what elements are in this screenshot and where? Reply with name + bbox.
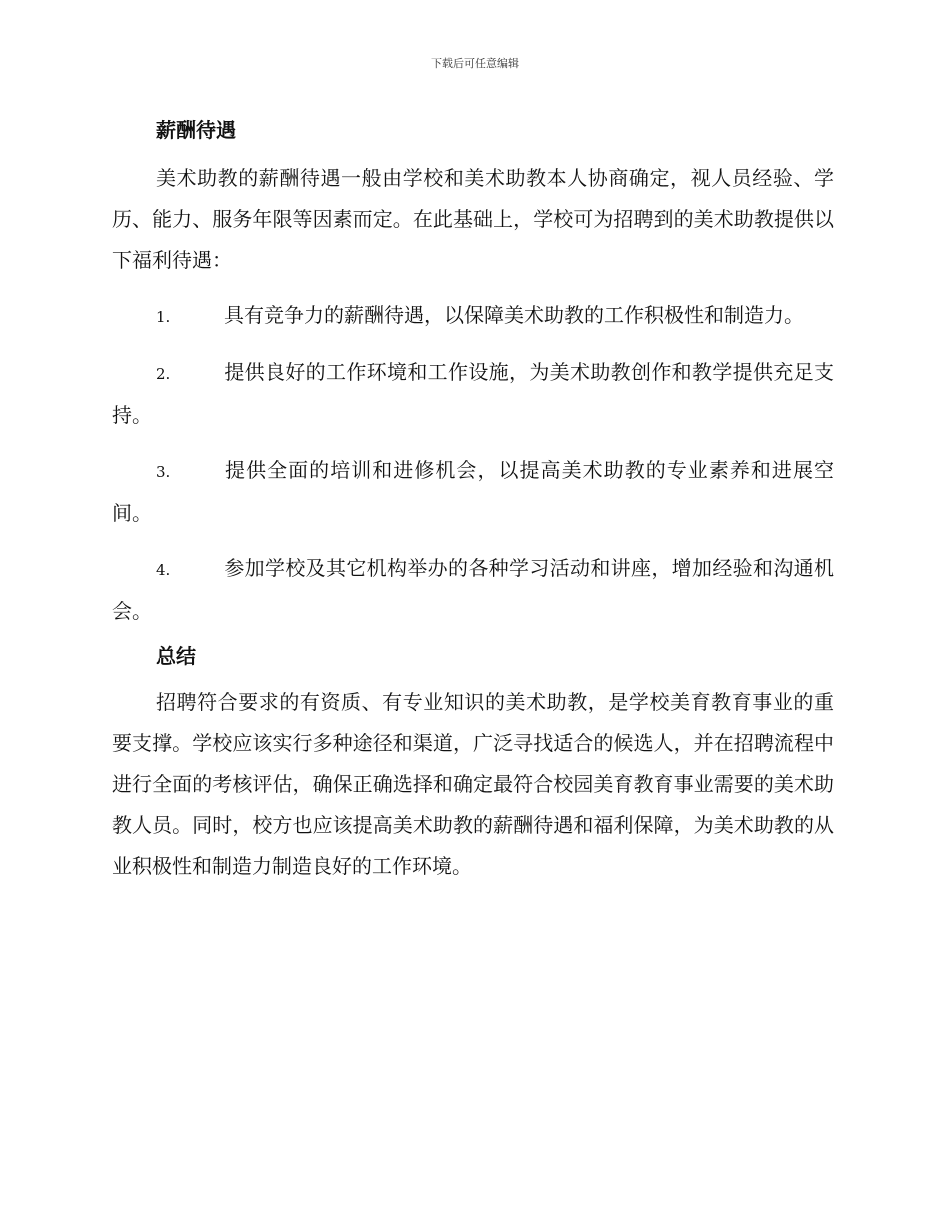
section-heading-compensation: 薪酬待遇: [156, 118, 236, 142]
list-item-text: 提供全面的培训和进修机会，以提高美术助教的专业素养和进展空间。: [112, 458, 834, 525]
benefit-list-item: [112, 352, 834, 436]
list-item-number: 1.: [156, 308, 171, 326]
summary-paragraph: 招聘符合要求的有资质、有专业知识的美术助教，是学校美育教育事业的重要支撑。学校应该实行多种途径和渠道，广泛寻找适合的候选人，并在招聘流程中进行全面的考核评估，确保正确选择和确定最符合校园美育教育事业需要的美术助教人员。同时，校方也应该提高美术助教的薪酬待遇和福利保障，为美术助教的从业积极性和制造力制造良好的工作环境。: [112, 690, 834, 878]
document-body: [112, 108, 834, 887]
benefit-list-item: [112, 548, 834, 632]
list-item-text: 提供良好的工作环境和工作设施，为美术助教创作和教学提供充足支持。: [112, 360, 834, 427]
list-item-number: 4.: [156, 561, 171, 579]
benefit-list-item: [112, 295, 834, 338]
benefit-list-item: [112, 450, 834, 534]
list-item-number: 2.: [156, 365, 171, 383]
compensation-intro-paragraph: 美术助教的薪酬待遇一般由学校和美术助教本人协商确定，视人员经验、学历、能力、服务年限等因素而定。在此基础上，学校可为招聘到的美术助教提供以下福利待遇：: [112, 166, 834, 272]
list-item-text: 具有竞争力的薪酬待遇，以保障美术助教的工作积极性和制造力。: [224, 303, 804, 327]
section-heading-summary: 总结: [156, 644, 196, 668]
list-item-text: 参加学校及其它机构举办的各种学习活动和讲座，增加经验和沟通机会。: [112, 556, 834, 623]
header-note: 下载后可任意编辑: [431, 57, 519, 70]
list-item-number: 3.: [156, 463, 171, 481]
